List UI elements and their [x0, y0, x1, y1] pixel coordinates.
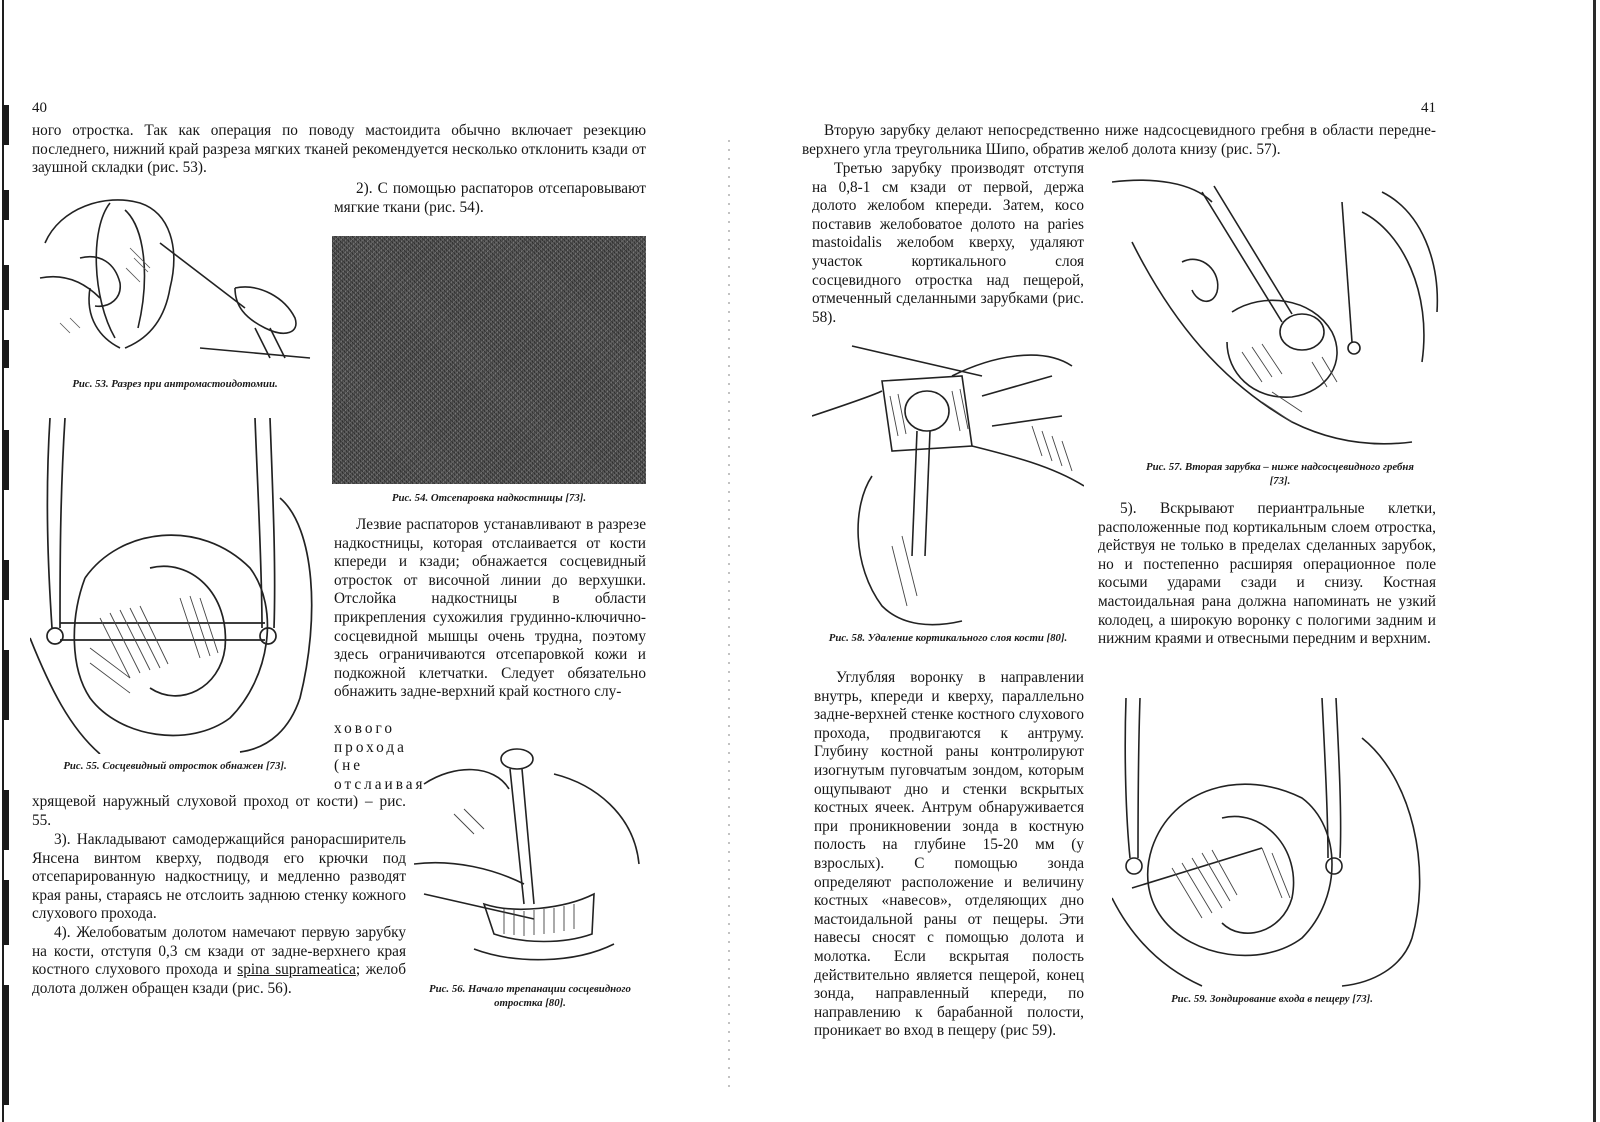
scan-artifact [2, 560, 9, 600]
paragraph-third-notch: Третью зарубку производят отступя на 0,8-1 см кзади от первой, держа долото желобом кпереди. Затем, косо поставив желобоватое долото на paries mastoidalis желобом кверху, удаляют участок кортикального слоя сосцевидного отростка над пещерой, отмеченный сделанными зарубками (рис. 58). [812, 160, 1084, 326]
paragraph-step-4 [32, 924, 406, 998]
scan-artifact [2, 190, 9, 220]
figure-56-illustration [414, 734, 646, 978]
figure-59-caption: Рис. 59. Зондирование входа в пещеру [73]. [1171, 993, 1373, 1005]
page-number-left: 40 [32, 100, 47, 116]
paragraph-continue: хрящевой наружный слуховой проход от кости) – рис. 55. [32, 793, 406, 829]
paragraph-step-4-text-b: ; желоб долота должен обращен кзади (рис. 56). [32, 961, 406, 997]
paragraph-step-2: 2). С помощью распаторов отсепаровывают мягкие ткани (рис. 54). [334, 180, 646, 216]
paragraph-step-4-text-a: 4). Желобоватым долотом намечают первую зарубку на кости, отступя 0,3 см кзади от задне-верхнего края костного слухового прохода и [32, 924, 406, 979]
scan-artifact [2, 430, 9, 490]
figure-55-caption: Рис. 55. Сосцевидный отросток обнажен [73]. [63, 760, 287, 772]
anatomical-term: spina suprameatica [237, 961, 356, 979]
scan-artifact [2, 880, 9, 945]
scan-edge-right [1588, 0, 1600, 1122]
figure-56-caption: Рис. 56. Начало трепанации сосцевидного отростка [80]. [429, 983, 631, 1009]
figure-54-illustration [332, 236, 646, 484]
paragraph-second-notch: Вторую зарубку делают непосредственно ниже надсосцевидного гребня в области передне-верхнего угла треугольника Шипо, обратив желоб долота книзу (рис. 57). [802, 122, 1436, 158]
paragraph-intro: ного отростка. Так как операция по поводу мастоидита обычно включает резекцию последнего, нижний край разреза мягких тканей рекомендуется несколько отклонить кзади от заушной складки (рис. 53). [32, 122, 646, 177]
scan-artifact [2, 340, 9, 368]
scan-artifact [2, 265, 9, 310]
figure-55-illustration [30, 418, 320, 754]
paragraph-narrow: хового прохода (не отслаивая [334, 720, 426, 793]
figure-54-caption: Рис. 54. Отсепаровка надкостницы [73]. [391, 492, 587, 504]
page-number-right: 41 [1421, 100, 1436, 116]
paragraph-deepen-funnel: Углубляя воронку в направлении внутрь, кпереди и кверху, параллельно задне-верхней стенке костного слухового прохода, продвигаются к антруму. Глубину костной раны контролируют изогнутым пуговчатым зондом, которым ощупывают дно и стенки вскрытых костных ячеек. Антрум обнаруживается при проникновении зонда в костную полость на глубине 15-20 мм (у взрослых). С помощью зонда определяют расположение и величину костных «навесов», отделяющих дно мастоидальной раны от пещеры. Эти навесы сносят с помощью долота и молотка. Если вскрытая полость действительно является пещерой, конец зонда, направленный кпереди, по направлению к барабанной полости, проникает во вход в пещеру (рис 59). [814, 669, 1084, 1040]
scan-artifact [2, 650, 9, 720]
scan-artifact [2, 985, 9, 1105]
paragraph-blade: Лезвие распаторов устанавливают в разрезе надкостницы, которая отслаивается от кости кпереди и кзади; обнажается сосцевидный отросток от височной линии до верхушки. Отслойка надкостницы в области прикрепления сухожилия грудинно-ключично-сосцевидной мышцы очень трудна, поэтому здесь ограничиваются отсепаровкой кожи и подкожной клетчатки. Следует обязательно обнажить задне-верхний край костного слу- [334, 516, 646, 701]
scan-artifact [2, 790, 9, 850]
scan-artifact [2, 105, 9, 145]
page-gutter [728, 140, 730, 1090]
paragraph-step-5: 5). Вскрывают периантральные клетки, расположенные под кортикальным слоем отростка, действуя не только в пределах сделанных зарубок, но и постепенно расширяя операционное поле косыми ударами сзади и снизу. Костная мастоидальная рана должна напоминать не узкий колодец, а широкую воронку с пологими задним и нижним краями и отвесными передним и верхним. [1098, 500, 1436, 648]
figure-57-caption: Рис. 57. Вторая зарубка – ниже надсосцевидного гребня [73]. [1145, 461, 1414, 487]
figure-58-caption: Рис. 58. Удаление кортикального слоя кости [80]. [828, 632, 1068, 644]
figure-57-illustration [1112, 172, 1440, 456]
figure-58-illustration [812, 336, 1084, 628]
figure-53-caption: Рис. 53. Разрез при антромастоидотомии. [72, 378, 278, 390]
figure-59-illustration [1112, 698, 1432, 988]
figure-53-illustration [30, 188, 320, 373]
paragraph-step-3: 3). Накладывают самодержащийся ранорасширитель Янсена винтом кверху, подводя его крючки под отсепарированную надкостницу, и медленно разводят края раны, стараясь не отслоить заднюю стенку кожного слухового прохода. [32, 831, 406, 923]
